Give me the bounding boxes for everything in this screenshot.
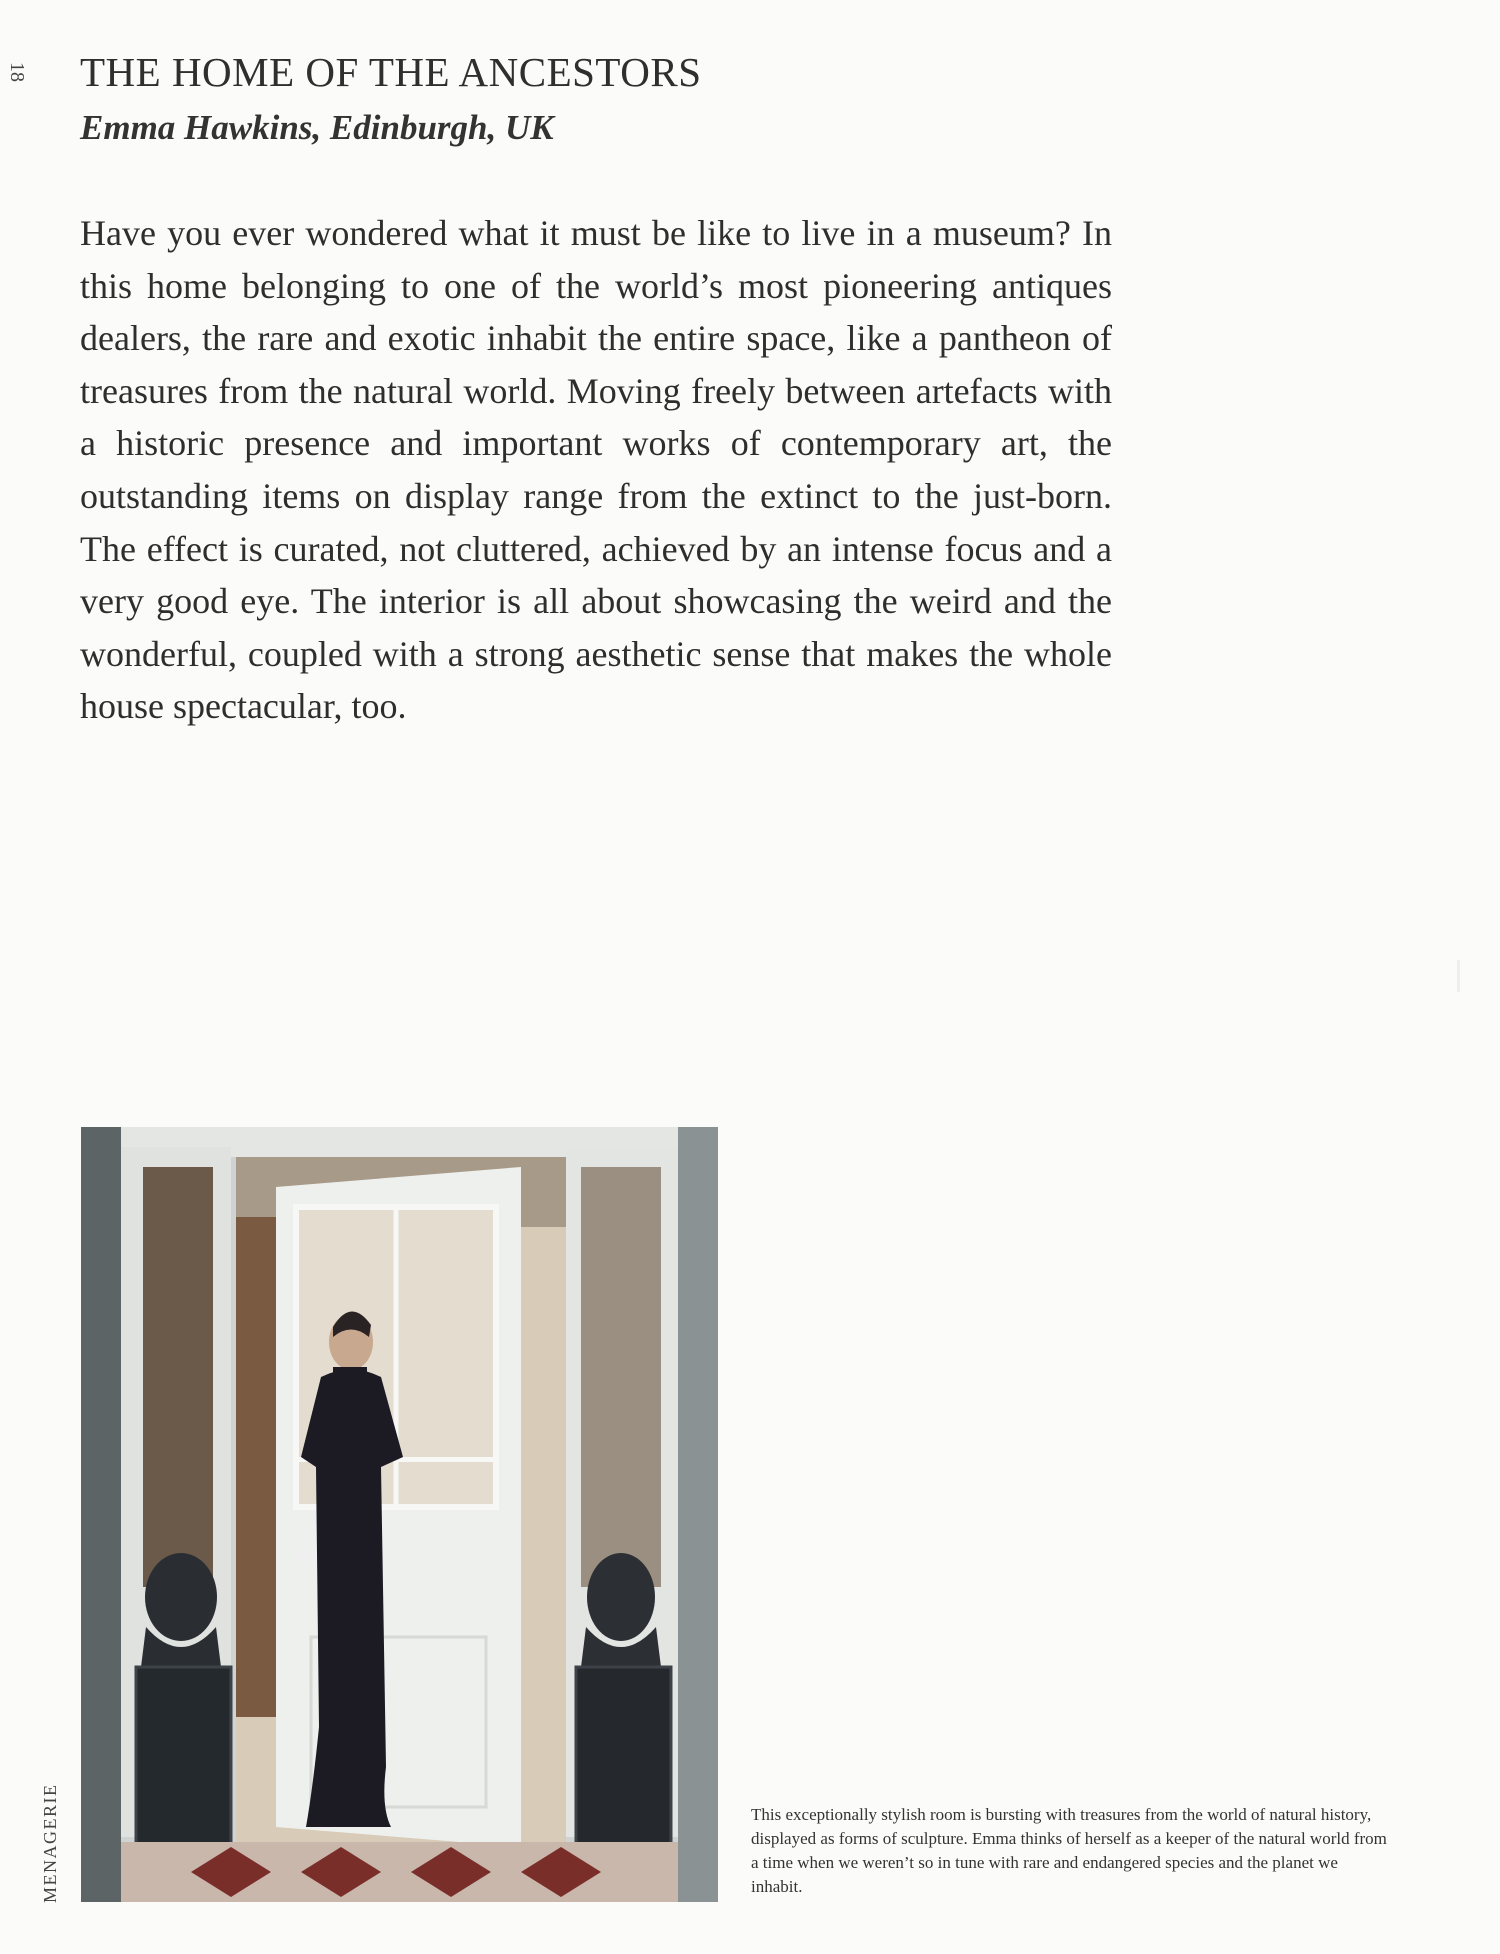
page-number: 18 — [6, 62, 28, 82]
photo-caption: This exceptionally stylish room is bursting with treasures from the world of natural history, displayed as forms of sculpture. Emma thinks of herself as a keeper of the natural world from a time when we weren’t so in tune with rare and endangered species and the planet we inhabit. — [751, 1805, 1387, 1896]
margin-mark — [1457, 960, 1460, 992]
article-intro: Have you ever wondered what it must be like to live in a museum? In this home belonging to one of the world’s most pioneering antiques dealers, the rare and exotic inhabit the entire space, like a pantheon of treasures from the natural world. Moving freely between artefacts with a historic presence and important works of contemporary art, the outstanding items on display range from the extinct to the just-born. The effect is curated, not cluttered, achieved by an intense focus and a very good eye. The interior is all about showcasing the weird and the wonderful, coupled with a strong aesthetic sense that makes the whole house spectacular, too. — [80, 213, 1112, 727]
interior-photo — [81, 1127, 718, 1902]
article-title: THE HOME OF THE ANCESTORS — [80, 49, 702, 95]
section-label: MENAGERIE — [40, 1783, 60, 1903]
article-byline: Emma Hawkins, Edinburgh, UK — [80, 108, 554, 147]
doorway-illustration — [81, 1127, 718, 1902]
